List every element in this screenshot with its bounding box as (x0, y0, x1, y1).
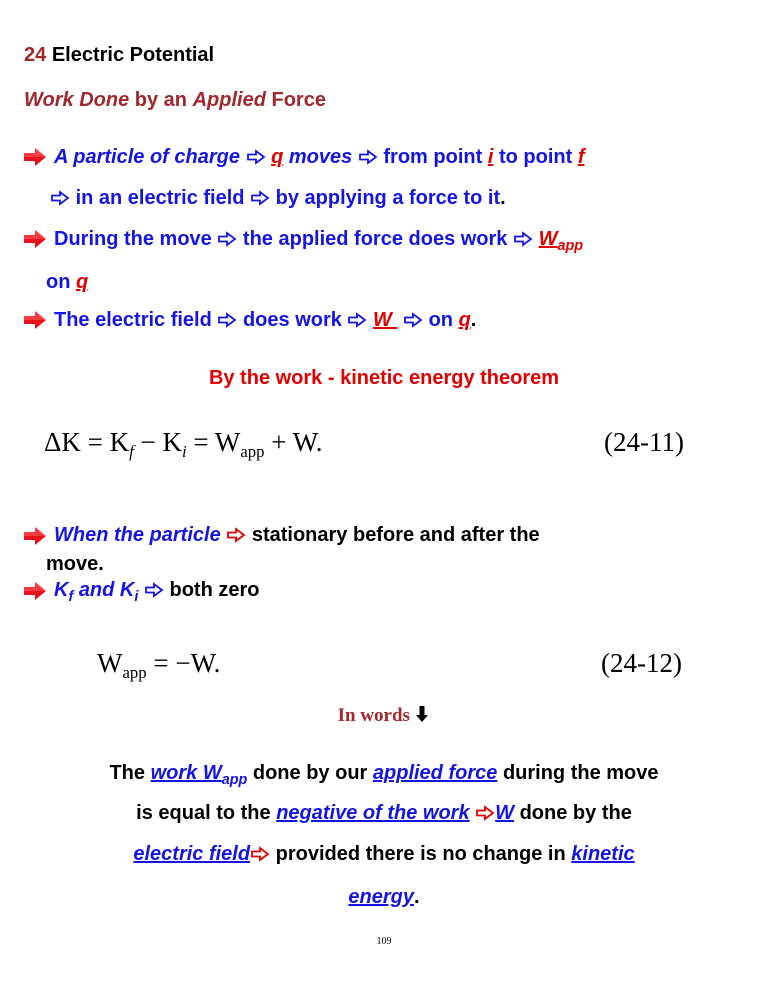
hollow-right-arrow-icon (475, 805, 495, 821)
kinetic-term: kinetic (571, 843, 635, 865)
app-subscript: app (221, 771, 248, 788)
in-words-label (0, 705, 768, 727)
eq1-part-a: ΔK = K (44, 427, 130, 457)
charge-q: q (76, 271, 89, 293)
w-symbol: W (373, 309, 398, 331)
equation-24-12 (97, 648, 221, 682)
bullet-5-text-c: both zero (169, 579, 260, 601)
hollow-right-arrow-icon (226, 527, 246, 543)
bullet-4-text-b: stationary before and after the (251, 524, 540, 546)
equation-number: (24-11) (604, 427, 684, 457)
chapter-title: Electric Potential (51, 44, 215, 66)
bullet-1-text-to-point: to point (498, 146, 573, 168)
bullet-1-line-1 (54, 146, 585, 169)
bullet-1-text-a: A particle of charge (54, 146, 240, 168)
kf-ki-label (54, 579, 139, 605)
subtitle-part-work-done: Work Done (24, 89, 130, 111)
bullet-arrow-icon (22, 309, 48, 331)
eq1-part-b: − K (133, 427, 182, 457)
electric-field-term: electric field (133, 843, 251, 865)
paragraph-line-3 (0, 843, 768, 866)
bullet-arrow-icon (22, 525, 48, 547)
eq1-sub-app: app (240, 441, 265, 461)
subtitle-part-applied: Applied (192, 89, 266, 111)
period: . (470, 309, 477, 331)
paragraph-line-2 (0, 802, 768, 825)
f-subscript: f (68, 588, 74, 605)
bullet-4-text-a: When the particle (54, 524, 221, 546)
hollow-right-arrow-icon (250, 190, 270, 206)
theorem-heading: By the work - kinetic energy theorem (208, 367, 560, 389)
chapter-number: 24 (24, 44, 47, 66)
i-subscript: i (134, 588, 139, 605)
para-during-move: during the move (502, 762, 659, 784)
hollow-right-arrow-icon (403, 312, 423, 328)
bullet-5-line-1 (54, 579, 260, 605)
page-title (24, 44, 214, 67)
hollow-right-arrow-icon (250, 846, 270, 862)
bullet-3-text-b: does work (242, 309, 342, 331)
w-symbol: W (495, 802, 515, 824)
bullet-2-line-1 (54, 228, 584, 254)
bullet-1-text-from-point: from point (383, 146, 483, 168)
and-k-text: and K (78, 579, 135, 601)
bullet-3-line-1 (54, 309, 476, 332)
para-the: The (109, 762, 146, 784)
bullet-1-text-moves: moves (288, 146, 353, 168)
paragraph-line-4 (0, 886, 768, 909)
para-is-equal: is equal to the (136, 802, 271, 824)
eq1-part-c: = W (186, 427, 241, 457)
para-provided: provided there is no change in (275, 843, 566, 865)
point-i: i (487, 146, 494, 168)
bullet-arrow-icon (22, 580, 48, 602)
period: . (500, 187, 506, 209)
energy-term: energy (348, 886, 415, 908)
work-w-text: work W (150, 762, 222, 784)
section-subtitle (24, 89, 326, 112)
bullet-1-text-electric-field: in an electric field (75, 187, 245, 209)
bullet-4-line-1 (54, 524, 540, 547)
eq2-w: W (97, 648, 123, 678)
hollow-right-arrow-icon (347, 312, 367, 328)
bullet-2-text-b: the applied force does work (242, 228, 508, 250)
negative-of-work-term: negative of the work (276, 802, 470, 824)
w-symbol: W (538, 228, 558, 250)
subtitle-part-by-an: by an (134, 89, 188, 111)
equation-24-11 (44, 427, 323, 461)
point-f: f (577, 146, 585, 168)
eq1-part-d: + W. (264, 427, 323, 457)
eq2-sub-app: app (122, 662, 147, 682)
k-symbol: K (54, 579, 69, 601)
bullet-2-text-a: During the move (54, 228, 212, 250)
para-done-by-our: done by our (252, 762, 368, 784)
para-done-by-the: done by the (519, 802, 632, 824)
charge-q: q (271, 146, 284, 168)
eq1-sub-f: f (129, 441, 134, 461)
hollow-right-arrow-icon (246, 149, 266, 165)
work-w-app-link (150, 762, 248, 788)
hollow-right-arrow-icon (217, 312, 237, 328)
subtitle-part-force: Force (271, 89, 326, 111)
bullet-3-text-a: The electric field (54, 309, 212, 331)
bullet-1-text-applying-force: by applying a force to it (275, 187, 501, 209)
hollow-right-arrow-icon (50, 190, 70, 206)
bullet-4-line-2: move. (46, 553, 104, 575)
in-words-text: In words (337, 705, 410, 726)
eq1-sub-i: i (181, 441, 187, 461)
hollow-right-arrow-icon (513, 231, 533, 247)
bullet-3-text-on: on (428, 309, 454, 331)
bullet-arrow-icon (22, 228, 48, 250)
charge-q: q (458, 309, 471, 331)
bullet-arrow-icon (22, 146, 48, 168)
bullet-1-line-2 (50, 187, 506, 210)
hollow-right-arrow-icon (144, 582, 164, 598)
w-app-symbol (538, 228, 584, 254)
paragraph-line-1 (0, 762, 768, 788)
eq2-part-b: = −W. (146, 648, 221, 678)
equation-number: (24-12) (601, 648, 682, 678)
applied-force-term: applied force (372, 762, 498, 784)
hollow-right-arrow-icon (358, 149, 378, 165)
bullet-2-text-on: on (46, 271, 71, 293)
page-number: 109 (376, 936, 392, 947)
bullet-2-line-2 (46, 271, 88, 294)
app-subscript: app (557, 237, 584, 254)
hollow-right-arrow-icon (217, 231, 237, 247)
down-arrow-icon (414, 705, 430, 723)
period: . (414, 886, 420, 908)
